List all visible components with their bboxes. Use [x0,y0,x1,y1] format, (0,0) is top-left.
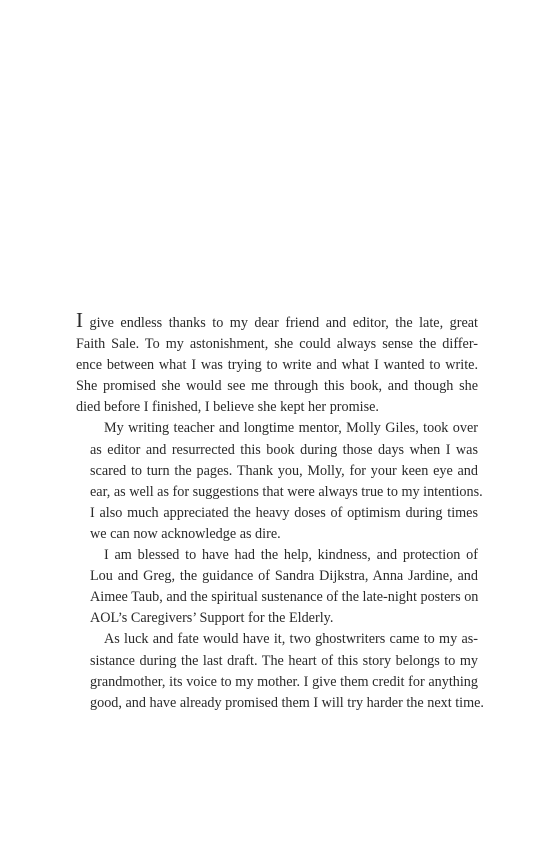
text-line: I am blessed to have had the help, kindness, and protection of [104,547,478,564]
text-line: Faith Sale. To my astonishment, she could always sense the differ- [76,336,478,353]
text-line: Aimee Taub, and the spiritual sustenance of the late-night posters on [90,589,479,606]
text-line: ear, as well as for suggestions that were always true to my intentions. [90,483,483,500]
text-line: sistance during the last draft. The heart of this story belongs to my [90,652,478,669]
text-line [76,310,478,334]
text-line: As luck and fate would have it, two ghostwriters came to my as- [104,631,478,648]
paragraph-4 [76,629,484,713]
text-line: I also much appreciated the heavy doses of optimism during times [90,504,478,521]
paragraph-3 [76,545,478,629]
text-line: we can now acknowledge as dire. [90,525,281,542]
text-line: scared to turn the pages. Thank you, Molly, for your keen eye and [90,462,478,479]
text-line: good, and have already promised them I will try harder the next time. [90,694,484,711]
acknowledgments-text [76,308,484,714]
text-line: She promised she would see me through this book, and though she [76,378,478,395]
paragraph-2 [76,418,483,545]
text-line: My writing teacher and longtime mentor, Molly Giles, took over [104,420,478,437]
text-line: grandmother, its voice to my mother. I give them credit for anything [90,673,478,690]
text-line: ence between what I was trying to write and what I wanted to write. [76,357,478,374]
text-line: as editor and resurrected this book during those days when I was [90,441,478,458]
drop-cap: I [76,308,83,332]
text-line: Lou and Greg, the guidance of Sandra Dijkstra, Anna Jardine, and [90,568,478,585]
line-text: give endless thanks to my dear friend and editor, the late, great [83,315,478,331]
text-line: died before I finished, I believe she kept her promise. [76,399,379,416]
text-line: AOL’s Caregivers’ Support for the Elderly. [90,610,334,627]
paragraph-1 [76,310,478,418]
